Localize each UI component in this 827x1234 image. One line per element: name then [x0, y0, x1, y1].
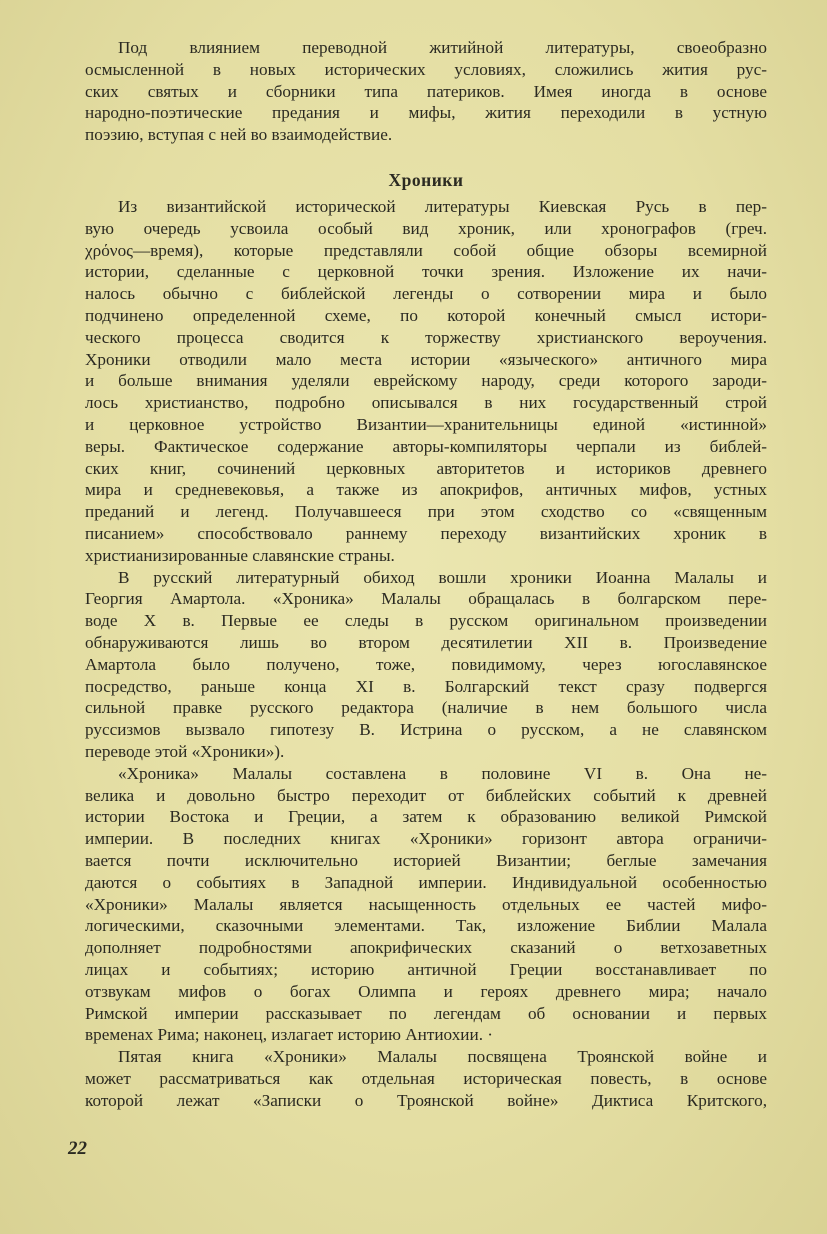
text-line: Георгия Амартола. «Хроника» Малалы обращалась в болгарском пере- — [85, 589, 767, 609]
paragraph-fifth-book — [85, 1046, 767, 1111]
text-line: истории, сделанные с церковной точки зрения. Изложение их начи- — [85, 262, 767, 282]
text-line: «Хроники» Малалы является насыщенность отдельных ее частей мифо- — [85, 894, 767, 914]
text-line: христианизированные славянские страны. — [85, 545, 395, 565]
text-line: Под влиянием переводной житийной литературы, своеобразно — [118, 38, 767, 57]
text-line: Пятая книга «Хроники» Малалы посвящена Троянской войне и — [118, 1047, 767, 1067]
text-line: которой лежат «Записки о Троянской войне» Диктиса Критского, — [85, 1090, 767, 1110]
text-line: дополняет подробностями апокрифических сказаний о ветхозаветных — [85, 938, 767, 958]
text-line: «Хроника» Малалы составлена в половине VI в. Она не- — [118, 763, 767, 783]
text-line: воде X в. Первые ее следы в русском оригинальном произведении — [85, 611, 767, 631]
text-line: отзвукам мифов о богах Олимпа и героях древнего мира; начало — [85, 981, 767, 1001]
text-line: ских святых и сборники типа патериков. Имея иногда в основе — [85, 81, 767, 101]
text-line: Хроники отводили мало места истории «языческого» античного мира — [85, 349, 767, 369]
page-number: 22 — [68, 1138, 87, 1159]
text-line: преданий и легенд. Получавшееся при этом сходство со «священным — [85, 502, 767, 522]
text-line: лось христианство, подробно описывался в них государственный строй — [85, 393, 767, 413]
text-line: истории Востока и Греции, а затем к образованию великой Римской — [85, 807, 767, 827]
paragraph-intro — [85, 37, 767, 146]
paragraph-malalas-chronicle — [85, 763, 767, 1046]
text-line: вается почти исключительно историей Византии; беглые замечания — [85, 850, 767, 870]
text-line: налось обычно с библейской легенды о сотворении мира и было — [85, 284, 767, 304]
text-line: χρόνος—время), которые представляли собой общие обзоры всемирной — [85, 240, 767, 260]
text-line: мира и средневековья, а также из апокрифов, античных мифов, устных — [85, 480, 767, 500]
text-line: и церковное устройство Византии—хранительницы единой «истинной» — [85, 414, 767, 434]
text-line: подчинено определенной схеме, по которой конечный смысл истори- — [85, 305, 767, 325]
text-line: велика и довольно быстро переходит от библейских событий к древней — [85, 785, 767, 805]
text-line: вую очередь усвоила особый вид хроник, или хронографов (греч. — [85, 218, 767, 238]
text-line: обнаруживаются лишь во втором десятилетии XII в. Произведение — [85, 632, 767, 652]
text-line: империи. В последних книгах «Хроники» горизонт автора ограничи- — [85, 829, 767, 849]
text-line: осмысленной в новых исторических условиях, сложились жития рус- — [85, 59, 767, 79]
text-line: даются о событиях в Западной империи. Индивидуальной особенностью — [85, 872, 767, 892]
text-line: Из византийской исторической литературы Киевская Русь в пер- — [118, 197, 767, 216]
text-line: ских книг, сочинений церковных авторитетов и историков древнего — [85, 458, 767, 478]
section-heading: Хроники — [388, 170, 464, 190]
text-line: Римской империи рассказывает по легендам об основании и первых — [85, 1003, 767, 1023]
text-line: переводе этой «Хроники»). — [85, 741, 285, 761]
text-line: и больше внимания уделяли еврейскому народу, среди которого зароди- — [85, 371, 767, 391]
text-line: лицах и событиях; историю античной Греции восстанавливает по — [85, 959, 767, 979]
text-line: временах Рима; наконец, излагает историю Антиохии. · — [85, 1025, 494, 1045]
text-line: народно-поэтические предания и мифы, жития переходили в устную — [85, 103, 767, 123]
paragraph-malalas-amartolos — [85, 567, 767, 763]
paragraph-chronicles-intro — [85, 196, 767, 567]
text-line: ческого процесса сводится к торжеству христианского вероучения. — [85, 327, 767, 347]
text-line: руссизмов вызвало гипотезу В. Истрина о русском, а не славянском — [85, 720, 767, 740]
text-line: поэзию, вступая с ней во взаимодействие. — [85, 125, 393, 145]
text-line: Амартола было получено, тоже, повидимому, через югославянское — [85, 654, 767, 674]
text-line: веры. Фактическое содержание авторы-компиляторы черпали из библей- — [85, 436, 767, 456]
text-line: писанием» способствовало раннему переходу византийских хроник в — [85, 523, 767, 543]
text-line: В русский литературный обиход вошли хроники Иоанна Малалы и — [118, 567, 767, 587]
text-line: может рассматриваться как отдельная историческая повесть, в основе — [85, 1068, 767, 1088]
text-line: сильной правке русского редактора (наличие в нем большого числа — [85, 698, 767, 718]
text-line: посредство, раньше конца XI в. Болгарский текст сразу подвергся — [85, 676, 767, 696]
text-line: логическими, сказочными элементами. Так, изложение Библии Малала — [85, 916, 767, 936]
